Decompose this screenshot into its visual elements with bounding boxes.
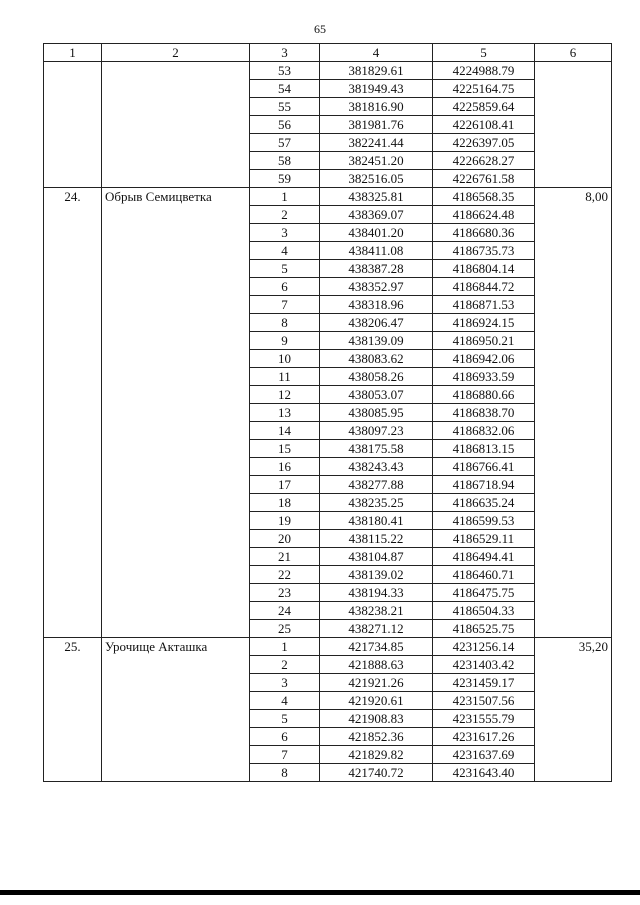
area-cell: 35,20 (535, 638, 612, 782)
point-number-cell: 58 (250, 152, 320, 170)
coord-y-cell: 4226628.27 (433, 152, 535, 170)
coord-y-cell: 4226397.05 (433, 134, 535, 152)
coord-x-cell: 438235.25 (320, 494, 433, 512)
coord-x-cell: 438243.43 (320, 458, 433, 476)
coord-x-cell: 438083.62 (320, 350, 433, 368)
coord-y-cell: 4186635.24 (433, 494, 535, 512)
coord-y-cell: 4186718.94 (433, 476, 535, 494)
coord-y-cell: 4186494.41 (433, 548, 535, 566)
point-number-cell: 3 (250, 224, 320, 242)
coord-y-cell: 4225164.75 (433, 80, 535, 98)
coord-y-cell: 4186766.41 (433, 458, 535, 476)
coord-x-cell: 421734.85 (320, 638, 433, 656)
coordinates-table (43, 43, 612, 782)
point-number-cell: 25 (250, 620, 320, 638)
coord-y-cell: 4225859.64 (433, 98, 535, 116)
coord-x-cell: 438139.09 (320, 332, 433, 350)
point-number-cell: 6 (250, 728, 320, 746)
coord-x-cell: 438238.21 (320, 602, 433, 620)
point-number-cell: 21 (250, 548, 320, 566)
coord-y-cell: 4186568.35 (433, 188, 535, 206)
coord-y-cell: 4186844.72 (433, 278, 535, 296)
coord-y-cell: 4186838.70 (433, 404, 535, 422)
coord-x-cell: 438206.47 (320, 314, 433, 332)
coord-x-cell: 438053.07 (320, 386, 433, 404)
coord-x-cell: 438104.87 (320, 548, 433, 566)
table-header-row (44, 44, 612, 62)
coord-y-cell: 4231459.17 (433, 674, 535, 692)
coord-y-cell: 4231403.42 (433, 656, 535, 674)
coord-y-cell: 4231507.56 (433, 692, 535, 710)
coord-x-cell: 381949.43 (320, 80, 433, 98)
coord-y-cell: 4186804.14 (433, 260, 535, 278)
point-number-cell: 13 (250, 404, 320, 422)
point-number-cell: 23 (250, 584, 320, 602)
object-number-cell: 24. (44, 188, 102, 638)
bottom-rule (0, 890, 640, 895)
header-col-4: 4 (320, 44, 433, 62)
coord-y-cell: 4231256.14 (433, 638, 535, 656)
coord-y-cell: 4186871.53 (433, 296, 535, 314)
coord-y-cell: 4186942.06 (433, 350, 535, 368)
point-number-cell: 15 (250, 440, 320, 458)
coord-y-cell: 4186880.66 (433, 386, 535, 404)
header-col-5: 5 (433, 44, 535, 62)
point-number-cell: 7 (250, 746, 320, 764)
area-cell: 8,00 (535, 188, 612, 638)
coord-y-cell: 4186832.06 (433, 422, 535, 440)
coord-x-cell: 438194.33 (320, 584, 433, 602)
coord-x-cell: 438115.22 (320, 530, 433, 548)
point-number-cell: 22 (250, 566, 320, 584)
coord-x-cell: 438369.07 (320, 206, 433, 224)
coord-x-cell: 438352.97 (320, 278, 433, 296)
coord-y-cell: 4226108.41 (433, 116, 535, 134)
object-number-cell: 25. (44, 638, 102, 782)
point-number-cell: 59 (250, 170, 320, 188)
coord-x-cell: 438097.23 (320, 422, 433, 440)
header-col-6: 6 (535, 44, 612, 62)
coord-x-cell: 382241.44 (320, 134, 433, 152)
point-number-cell: 54 (250, 80, 320, 98)
coord-y-cell: 4186624.48 (433, 206, 535, 224)
coord-x-cell: 421852.36 (320, 728, 433, 746)
point-number-cell: 8 (250, 314, 320, 332)
coord-y-cell: 4226761.58 (433, 170, 535, 188)
table-row (44, 62, 612, 80)
point-number-cell: 20 (250, 530, 320, 548)
point-number-cell: 2 (250, 206, 320, 224)
coord-x-cell: 381829.61 (320, 62, 433, 80)
coord-x-cell: 421740.72 (320, 764, 433, 782)
coord-x-cell: 438175.58 (320, 440, 433, 458)
coord-x-cell: 438180.41 (320, 512, 433, 530)
point-number-cell: 2 (250, 656, 320, 674)
point-number-cell: 5 (250, 260, 320, 278)
object-number-cell (44, 62, 102, 188)
coord-x-cell: 381981.76 (320, 116, 433, 134)
point-number-cell: 53 (250, 62, 320, 80)
point-number-cell: 8 (250, 764, 320, 782)
table-row (44, 638, 612, 656)
point-number-cell: 9 (250, 332, 320, 350)
object-name-cell: Обрыв Семицветка (102, 188, 250, 638)
point-number-cell: 12 (250, 386, 320, 404)
header-col-1: 1 (44, 44, 102, 62)
area-cell (535, 62, 612, 188)
point-number-cell: 17 (250, 476, 320, 494)
coord-x-cell: 421921.26 (320, 674, 433, 692)
point-number-cell: 1 (250, 638, 320, 656)
coord-x-cell: 438411.08 (320, 242, 433, 260)
point-number-cell: 55 (250, 98, 320, 116)
coord-y-cell: 4231643.40 (433, 764, 535, 782)
coord-y-cell: 4186529.11 (433, 530, 535, 548)
coord-x-cell: 438085.95 (320, 404, 433, 422)
coord-x-cell: 438387.28 (320, 260, 433, 278)
coord-x-cell: 382516.05 (320, 170, 433, 188)
coord-x-cell: 421920.61 (320, 692, 433, 710)
coord-x-cell: 382451.20 (320, 152, 433, 170)
coord-y-cell: 4186680.36 (433, 224, 535, 242)
coord-y-cell: 4231617.26 (433, 728, 535, 746)
header-col-3: 3 (250, 44, 320, 62)
coord-y-cell: 4186599.53 (433, 512, 535, 530)
coord-x-cell: 438401.20 (320, 224, 433, 242)
coord-y-cell: 4186735.73 (433, 242, 535, 260)
point-number-cell: 1 (250, 188, 320, 206)
object-name-cell: Урочище Акташка (102, 638, 250, 782)
coord-y-cell: 4186475.75 (433, 584, 535, 602)
coord-y-cell: 4186924.15 (433, 314, 535, 332)
coord-y-cell: 4186460.71 (433, 566, 535, 584)
point-number-cell: 18 (250, 494, 320, 512)
point-number-cell: 24 (250, 602, 320, 620)
point-number-cell: 16 (250, 458, 320, 476)
point-number-cell: 4 (250, 692, 320, 710)
coord-x-cell: 421908.83 (320, 710, 433, 728)
coord-x-cell: 381816.90 (320, 98, 433, 116)
point-number-cell: 10 (250, 350, 320, 368)
header-col-2: 2 (102, 44, 250, 62)
point-number-cell: 11 (250, 368, 320, 386)
coord-y-cell: 4186525.75 (433, 620, 535, 638)
coord-y-cell: 4186504.33 (433, 602, 535, 620)
point-number-cell: 3 (250, 674, 320, 692)
point-number-cell: 5 (250, 710, 320, 728)
coord-x-cell: 438277.88 (320, 476, 433, 494)
coord-y-cell: 4186933.59 (433, 368, 535, 386)
table-body (44, 44, 612, 782)
coord-y-cell: 4186950.21 (433, 332, 535, 350)
point-number-cell: 6 (250, 278, 320, 296)
coord-y-cell: 4186813.15 (433, 440, 535, 458)
object-name-cell (102, 62, 250, 188)
point-number-cell: 4 (250, 242, 320, 260)
coord-x-cell: 438058.26 (320, 368, 433, 386)
point-number-cell: 19 (250, 512, 320, 530)
coord-x-cell: 438271.12 (320, 620, 433, 638)
coord-x-cell: 438139.02 (320, 566, 433, 584)
coord-y-cell: 4224988.79 (433, 62, 535, 80)
coord-y-cell: 4231637.69 (433, 746, 535, 764)
point-number-cell: 57 (250, 134, 320, 152)
coord-x-cell: 438318.96 (320, 296, 433, 314)
point-number-cell: 7 (250, 296, 320, 314)
table-row (44, 188, 612, 206)
coord-x-cell: 438325.81 (320, 188, 433, 206)
coord-y-cell: 4231555.79 (433, 710, 535, 728)
point-number-cell: 14 (250, 422, 320, 440)
coord-x-cell: 421829.82 (320, 746, 433, 764)
page-number: 65 (314, 22, 326, 36)
coord-x-cell: 421888.63 (320, 656, 433, 674)
point-number-cell: 56 (250, 116, 320, 134)
